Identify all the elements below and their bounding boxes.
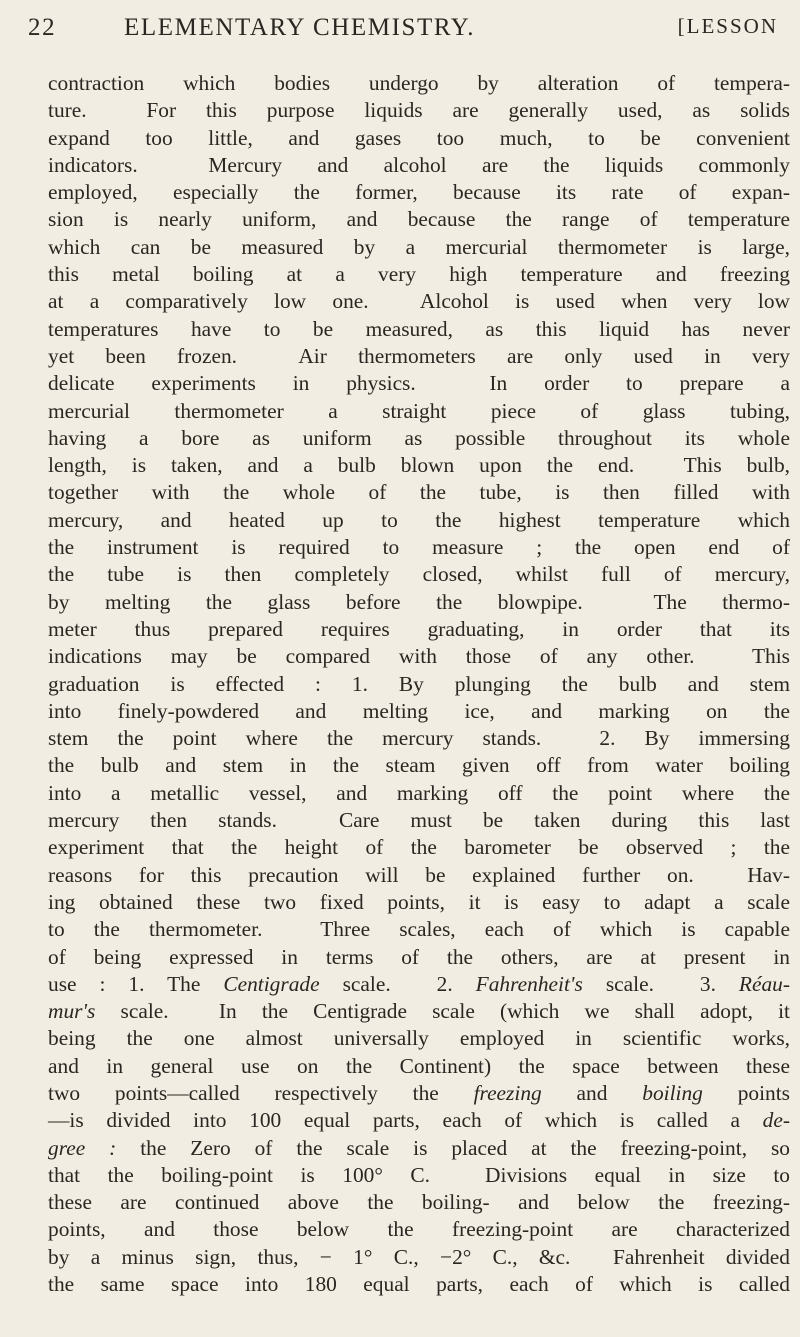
text-run: which can be measured by a mercurial thermometer is large, (48, 234, 790, 259)
section-label: [LESSON (677, 14, 778, 38)
text-line (48, 916, 790, 943)
text-line (48, 261, 790, 288)
text-line (48, 316, 790, 343)
italic-text: Fahrenheit's (475, 971, 583, 996)
text-line (48, 616, 790, 643)
text-run: scale. 3. (582, 971, 739, 996)
text-line (48, 152, 790, 179)
text-run: experiment that the height of the barometer be observed ; the (48, 835, 790, 860)
text-line (48, 125, 790, 152)
text-line (48, 752, 790, 779)
text-line (48, 944, 790, 971)
text-run: —is divided into 100 equal parts, each of which is called a (48, 1108, 763, 1133)
text-run: and (541, 1080, 643, 1105)
text-run: employed, especially the former, because its rate of expan- (48, 180, 790, 205)
text-line (48, 206, 790, 233)
text-line (48, 179, 790, 206)
italic-text: Réau- (738, 971, 790, 996)
text-run: together with the whole of the tube, is then filled with (48, 480, 790, 505)
text-run: sion is nearly uniform, and because the range of temperature (48, 207, 790, 232)
text-line (48, 998, 790, 1025)
text-run: ture. For this purpose liquids are generally used, as solids (48, 98, 790, 123)
text-run: to the thermometer. Three scales, each of which is capable (48, 917, 790, 942)
text-line (48, 507, 790, 534)
text-run: having a bore as uniform as possible throughout its whole (48, 425, 790, 450)
text-line (48, 698, 790, 725)
text-run: the instrument is required to measure ; the open end of (48, 535, 790, 560)
text-line (48, 1216, 790, 1243)
text-line (48, 1053, 790, 1080)
text-line (48, 780, 790, 807)
text-run: use : 1. The (48, 971, 224, 996)
text-run: scale. In the Centigrade scale (which we shall adopt, it (95, 999, 790, 1024)
text-run: points (702, 1080, 790, 1105)
text-run: yet been frozen. Air thermometers are only used in very (48, 343, 790, 368)
text-line (48, 234, 790, 261)
text-line (48, 1080, 790, 1107)
text-line (48, 862, 790, 889)
text-run: being the one almost universally employed in scientific works, (48, 1026, 790, 1051)
text-run: these are continued above the boiling- and below the freezing- (48, 1190, 790, 1215)
text-run: graduation is effected : 1. By plunging the bulb and stem (48, 671, 790, 696)
text-run: by melting the glass before the blowpipe. The thermo- (48, 589, 790, 614)
text-line (48, 561, 790, 588)
text-line (48, 1025, 790, 1052)
text-run: of being expressed in terms of the others, are at present in (48, 944, 790, 969)
text-line (48, 534, 790, 561)
text-line (48, 398, 790, 425)
text-run: contraction which bodies undergo by alteration of tempera- (48, 71, 790, 95)
text-run: mercury, and heated up to the highest temperature which (48, 507, 790, 532)
text-run: points, and those below the freezing-point are characterized (48, 1217, 790, 1242)
text-line (48, 834, 790, 861)
text-line (48, 889, 790, 916)
text-run: delicate experiments in physics. In order to prepare a (48, 371, 790, 396)
text-line (48, 1244, 790, 1271)
text-line (48, 370, 790, 397)
text-line (48, 1107, 790, 1134)
text-run: temperatures have to be measured, as this liquid has never (48, 316, 790, 341)
text-run: scale. 2. (319, 971, 476, 996)
text-run: into finely-powdered and melting ice, and marking on the (48, 698, 790, 723)
text-run: by a minus sign, thus, − 1° C., −2° C., &c. Fahrenheit divided (48, 1244, 790, 1269)
text-line (48, 589, 790, 616)
italic-text: boiling (642, 1080, 703, 1105)
text-line (48, 643, 790, 670)
text-run: that the boiling-point is 100° C. Divisions equal in size to (48, 1162, 790, 1187)
text-line (48, 425, 790, 452)
text-run: and in general use on the Continent) the space between these (48, 1053, 790, 1078)
text-line (48, 1162, 790, 1189)
text-line (48, 671, 790, 698)
text-run: length, is taken, and a bulb blown upon the end. This bulb, (48, 453, 790, 478)
text-run: expand too little, and gases too much, to be convenient (48, 125, 790, 150)
text-run: into a metallic vessel, and marking off the point where the (48, 780, 790, 805)
text-line (48, 479, 790, 506)
text-run: at a comparatively low one. Alcohol is used when very low (48, 289, 790, 314)
text-run: mercury then stands. Care must be taken during this last (48, 808, 790, 833)
text-run: indicators. Mercury and alcohol are the liquids commonly (48, 152, 790, 177)
text-line (48, 97, 790, 124)
body-text (48, 70, 790, 1298)
italic-text: freezing (473, 1080, 542, 1105)
text-run: this metal boiling at a very high temperature and freezing (48, 262, 790, 287)
text-run: mercurial thermometer a straight piece of glass tubing, (48, 398, 790, 423)
text-run: ing obtained these two fixed points, it is easy to adapt a scale (48, 889, 790, 914)
text-line (48, 70, 790, 97)
text-line (48, 288, 790, 315)
text-line (48, 343, 790, 370)
text-line (48, 725, 790, 752)
italic-text: gree : (48, 1135, 117, 1160)
text-run: two points—called respectively the (48, 1080, 474, 1105)
text-line (48, 971, 790, 998)
text-run: the same space into 180 equal parts, each of which is called (48, 1272, 790, 1297)
text-run: meter thus prepared requires graduating, in order that its (48, 616, 790, 641)
page-number: 22 (28, 14, 57, 41)
text-run: the Zero of the scale is placed at the freezing-point, so (116, 1135, 790, 1160)
text-line (48, 1189, 790, 1216)
italic-text: Centigrade (223, 971, 320, 996)
text-line (48, 1271, 790, 1298)
text-line (48, 807, 790, 834)
text-run: indications may be compared with those of any other. This (48, 644, 790, 669)
text-run: stem the point where the mercury stands. 2. By immersing (48, 726, 790, 751)
text-run: reasons for this precaution will be explained further on. Hav- (48, 862, 790, 887)
italic-text: de- (762, 1108, 790, 1133)
italic-text: mur's (48, 999, 96, 1024)
running-title: ELEMENTARY CHEMISTRY. (124, 14, 476, 41)
running-header (28, 14, 778, 54)
text-line (48, 452, 790, 479)
text-run: the tube is then completely closed, whilst full of mercury, (48, 562, 790, 587)
text-run: the bulb and stem in the steam given off from water boiling (48, 753, 790, 778)
text-line (48, 1135, 790, 1162)
